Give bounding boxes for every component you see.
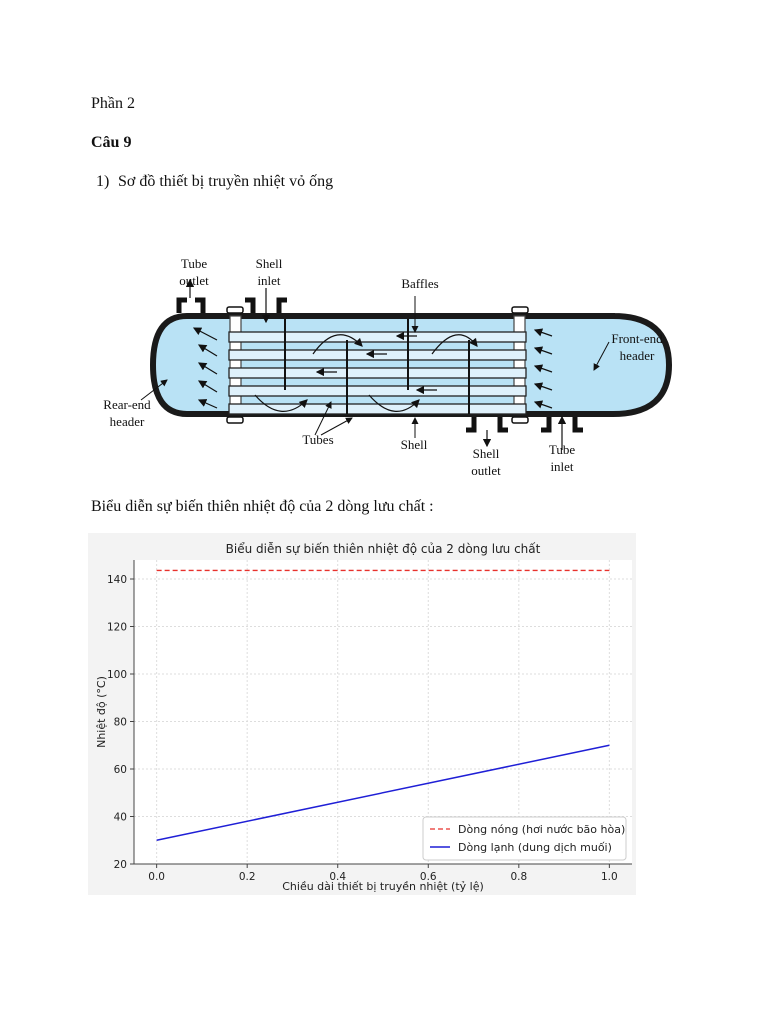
bolt	[512, 307, 528, 313]
shell-label: Shell	[400, 437, 428, 452]
y-tick-label: 20	[113, 859, 127, 871]
list-item-1	[96, 173, 333, 191]
legend-label-cold: Dòng lạnh (dung dịch muối)	[458, 841, 612, 854]
tube	[229, 332, 526, 342]
tube-inlet-nozzle	[541, 417, 549, 430]
tube	[229, 350, 526, 360]
x-tick-label: 0.0	[148, 871, 165, 883]
question-heading: Câu 9	[91, 134, 132, 151]
shell-inlet-label-line1: Shell	[255, 256, 283, 271]
heat-exchanger-diagram	[97, 250, 677, 485]
chart-title: Biểu diễn sự biến thiên nhiệt độ của 2 dòng lưu chất	[225, 542, 541, 556]
y-tick-label: 40	[113, 811, 127, 824]
part-heading: Phần 2	[91, 95, 135, 112]
tube-inlet-label-line1: Tube	[548, 442, 576, 457]
shell-outlet-label-line2: outlet	[471, 463, 501, 478]
shell-outlet-nozzle	[466, 417, 474, 430]
x-tick-label: 0.8	[510, 871, 528, 883]
y-tick-label: 80	[113, 716, 127, 729]
legend	[423, 817, 626, 860]
legend-label-hot: Dòng nóng (hơi nước bão hòa)	[458, 823, 626, 836]
tube	[229, 386, 526, 396]
shell-outlet-label-line1: Shell	[472, 446, 500, 461]
x-tick-label: 0.6	[419, 871, 437, 883]
shell-inlet-nozzle	[279, 300, 287, 313]
y-tick-label: 60	[113, 764, 127, 776]
tube-outlet-label-line1: Tube	[180, 256, 208, 271]
x-tick-label: 0.4	[329, 871, 347, 883]
tube-outlet-nozzle	[179, 300, 187, 313]
shell-inlet-label-line2: inlet	[257, 273, 281, 288]
tube-inlet-label-line2: inlet	[550, 459, 574, 474]
baffles-label: Baffles	[401, 276, 439, 291]
rear-tube-sheet	[230, 316, 241, 414]
tubes-label: Tubes	[302, 432, 334, 447]
tube	[229, 368, 526, 378]
rear-end-header-label-line2: header	[109, 414, 145, 429]
y-tick-label: 140	[106, 574, 127, 586]
bolt	[512, 417, 528, 423]
x-tick-label: 0.2	[238, 871, 256, 883]
front-end-header-label-line1: Front-end	[611, 331, 663, 346]
rear-end-header-label-line1: Rear-end	[103, 397, 151, 412]
temperature-chart	[88, 533, 636, 895]
list-item-text: Sơ đồ thiết bị truyền nhiệt vỏ ống	[118, 173, 334, 190]
tube-inlet-nozzle	[575, 417, 583, 430]
front-end-header-label-line2: header	[619, 348, 655, 363]
list-item-number: 1)	[96, 173, 110, 190]
x-tick-label: 1.0	[601, 871, 618, 883]
x-axis-label: Chiều dài thiết bị truyền nhiệt (tỷ lệ)	[282, 880, 484, 893]
bolt	[227, 307, 243, 313]
y-tick-label: 100	[106, 669, 127, 681]
y-axis-label: Nhiệt độ (°C)	[95, 676, 108, 748]
tube-outlet-label-line2: outlet	[179, 273, 209, 288]
front-tube-sheet	[514, 316, 525, 414]
tube-outlet-nozzle	[195, 300, 203, 313]
chart-intro-text: Biểu diễn sự biến thiên nhiệt độ của 2 dòng lưu chất :	[91, 498, 434, 515]
y-tick-label: 120	[106, 621, 127, 634]
shell-inlet-nozzle	[245, 300, 253, 313]
shell-outlet-nozzle	[500, 417, 508, 430]
bolt	[227, 417, 243, 423]
